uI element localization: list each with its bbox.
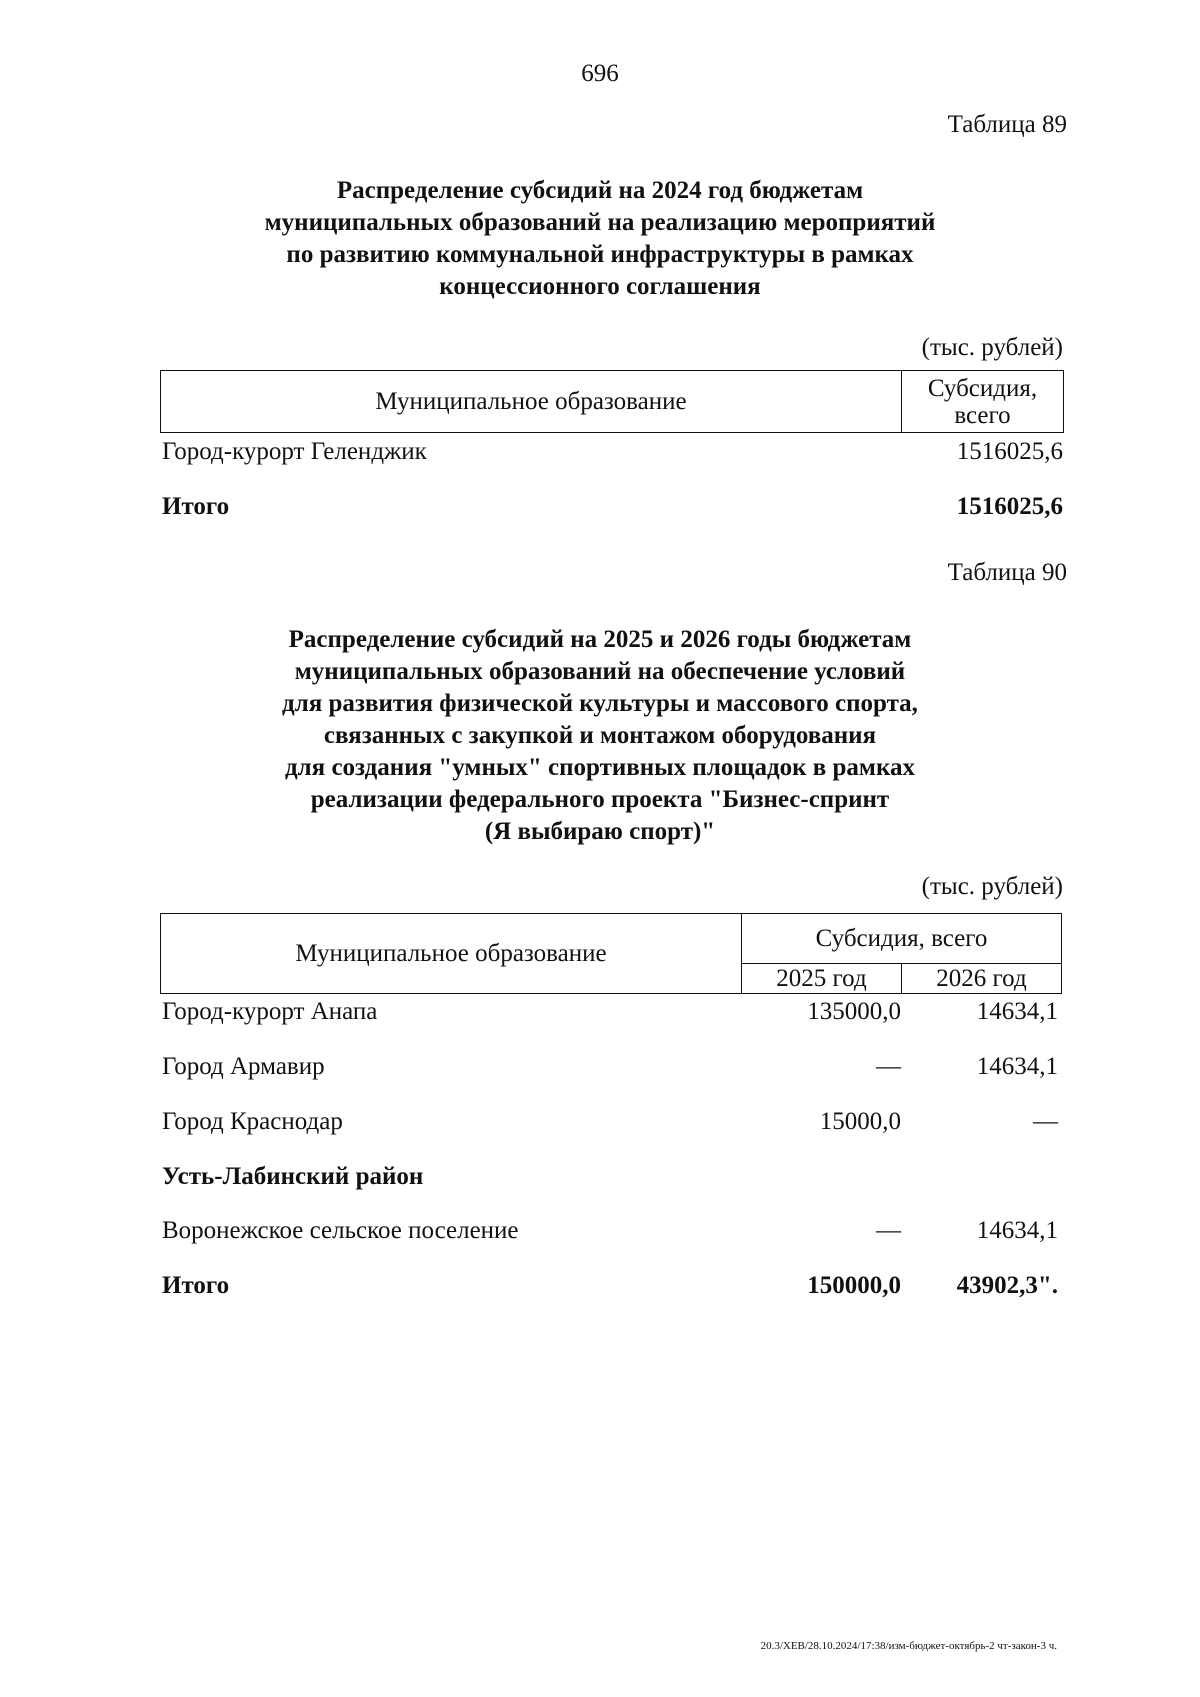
- table-row-value-2026: 14634,1: [976, 1217, 1058, 1244]
- table-90-units: (тыс. рублей): [921, 873, 1063, 900]
- table-row-value-2025: —: [876, 1053, 901, 1080]
- table-row-value-2025: —: [876, 1217, 901, 1244]
- table-90-header: [160, 913, 1062, 994]
- total-value-2026: 43902,3".: [956, 1272, 1058, 1299]
- table-row-name: Воронежское сельское поселение: [162, 1217, 519, 1244]
- district-heading: Усть-Лабинский район: [162, 1163, 424, 1190]
- title-line: реализации федерального проекта "Бизнес-спринт: [310, 786, 890, 813]
- table-90-label: Таблица 90: [947, 559, 1067, 586]
- total-value-2025: 150000,0: [807, 1272, 901, 1299]
- header-subsidy-group: Субсидия, всего: [742, 914, 1062, 964]
- table-row-value: 1516025,6: [956, 438, 1063, 465]
- title-line: для развития физической культуры и массового спорта,: [282, 690, 918, 717]
- title-line: для создания "умных" спортивных площадок в рамках: [285, 754, 915, 781]
- table-90-title: [180, 624, 1020, 848]
- header-subsidy: [902, 371, 1064, 433]
- title-line: Распределение субсидий на 2025 и 2026 годы бюджетам: [288, 626, 912, 653]
- header-municipality: Муниципальное образование: [161, 914, 742, 994]
- title-line: связанных с закупкой и монтажом оборудования: [323, 722, 877, 749]
- table-89-header: [160, 370, 1064, 433]
- header-year-2026: 2026 год: [902, 964, 1062, 994]
- table-row-name: Город Армавир: [162, 1053, 325, 1080]
- title-line: муниципальных образований на обеспечение условий: [294, 658, 906, 685]
- table-row-name: Город Краснодар: [162, 1108, 343, 1135]
- table-row-value-2025: 135000,0: [807, 998, 901, 1025]
- title-line: (Я выбираю спорт)": [484, 818, 716, 845]
- table-row-value-2025: 15000,0: [819, 1108, 901, 1135]
- table-row-value-2026: —: [1033, 1108, 1058, 1135]
- title-line: концессионного соглашения: [439, 273, 761, 300]
- table-row-value-2026: 14634,1: [976, 998, 1058, 1025]
- total-label: Итого: [162, 1272, 230, 1299]
- table-row-name: Город-курорт Анапа: [162, 998, 378, 1025]
- total-value: 1516025,6: [956, 493, 1063, 520]
- page-number: 696: [581, 60, 619, 87]
- table-89-label: Таблица 89: [947, 111, 1067, 138]
- table-89-units: (тыс. рублей): [921, 334, 1063, 361]
- table-row-name: Город-курорт Геленджик: [162, 438, 427, 465]
- table-89-title: [180, 175, 1020, 303]
- header-subsidy-line2: всего: [954, 401, 1011, 429]
- header-subsidy-line1: Субсидия,: [927, 374, 1038, 402]
- title-line: по развитию коммунальной инфраструктуры в рамках: [286, 241, 914, 268]
- total-label: Итого: [162, 493, 230, 520]
- header-municipality: Муниципальное образование: [161, 371, 902, 433]
- title-line: муниципальных образований на реализацию мероприятий: [264, 209, 936, 236]
- table-row-value-2026: 14634,1: [976, 1053, 1058, 1080]
- footer-file-code: 20.3/ХЕВ/28.10.2024/17:38/изм-бюджет-октябрь-2 чт-закон-3 ч.: [760, 1640, 1057, 1652]
- title-line: Распределение субсидий на 2024 год бюджетам: [336, 177, 864, 204]
- header-year-2025: 2025 год: [742, 964, 902, 994]
